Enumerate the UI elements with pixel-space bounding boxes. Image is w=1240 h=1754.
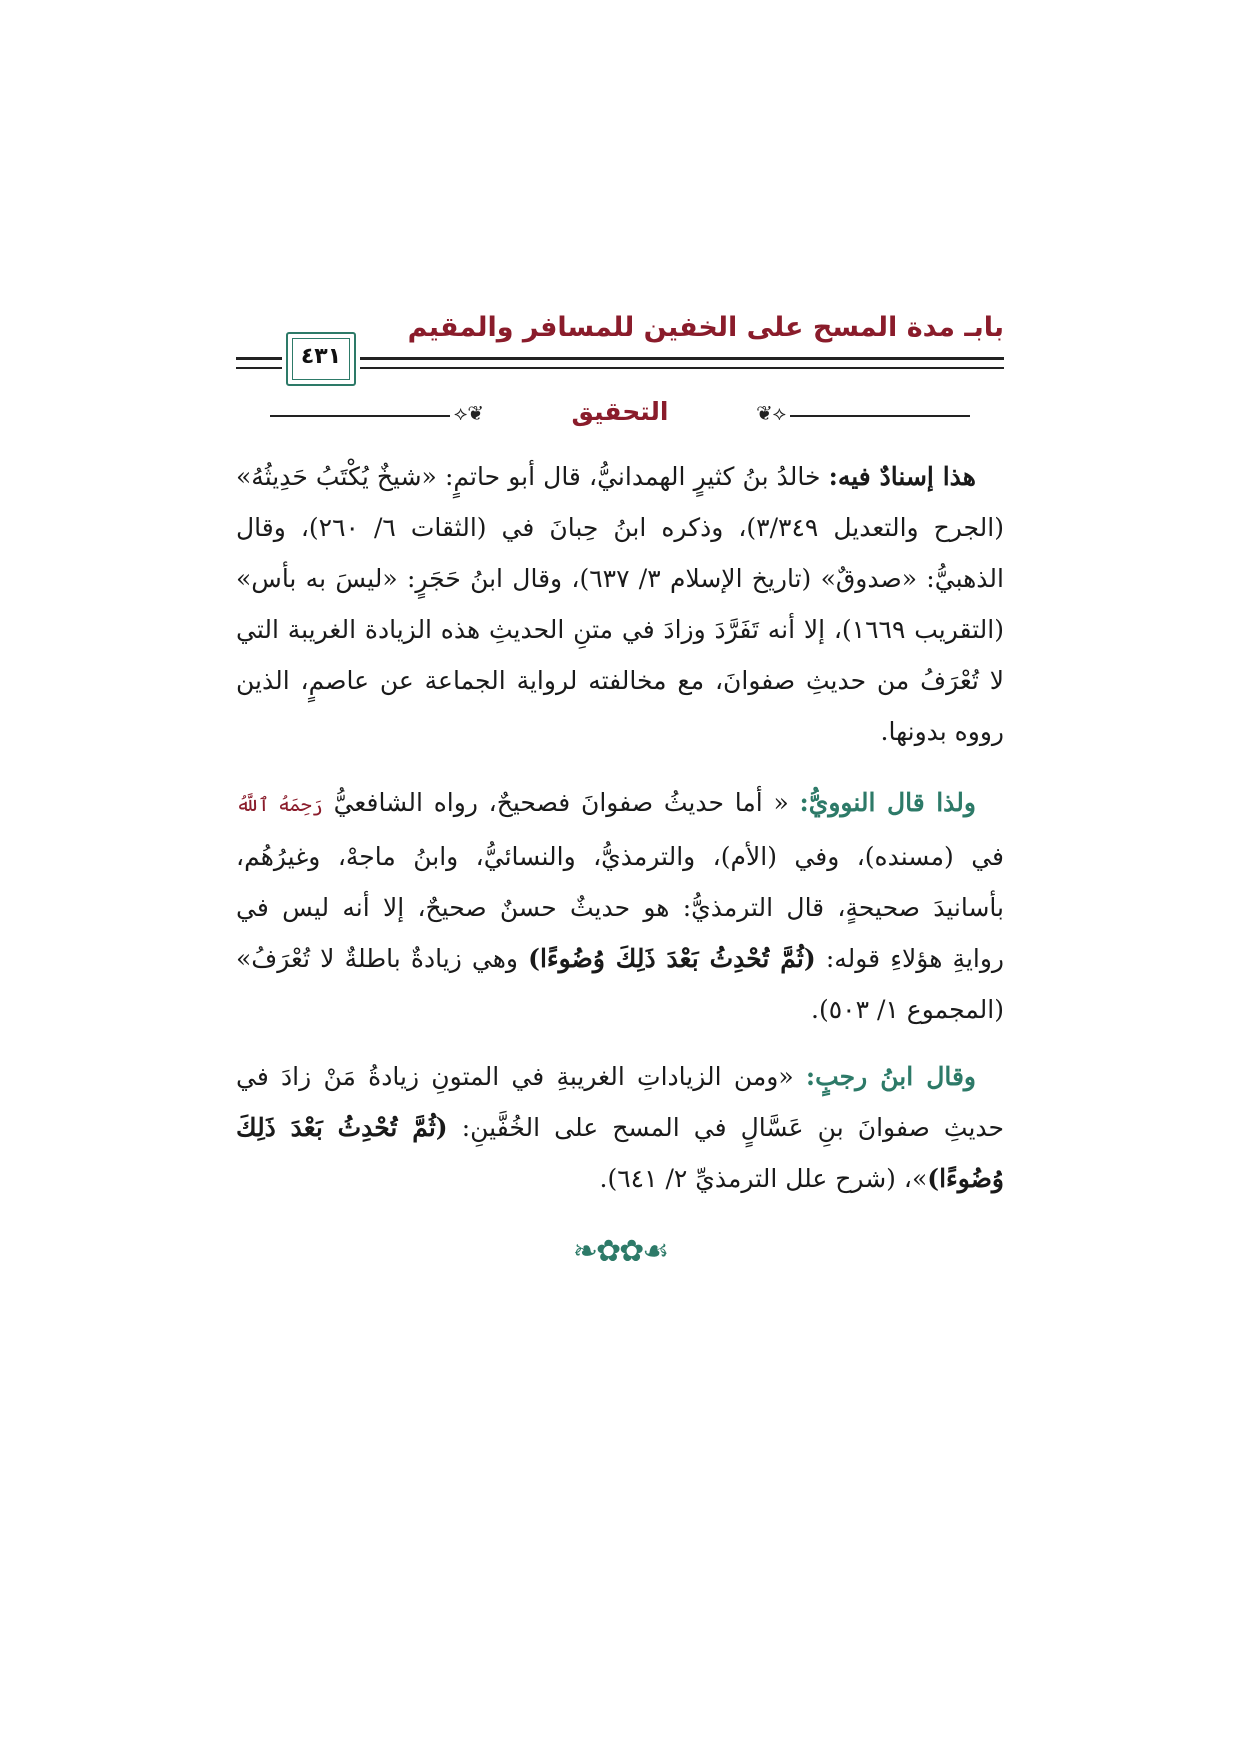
paragraph-text: في (مسنده)، وفي (الأم)، والترمذيُّ، والنسائيُّ، وابنُ ماجهْ، وغيرُهُم، بأسانيدَ صحيحةٍ، قال الترمذيُّ: هو حديثٌ حسنٌ صحيحٌ، إلا أنه ليس في روايةِ هؤلاءِ قوله: — [236, 842, 1004, 973]
hadith-quote: (ثُمَّ تُحْدِثُ بَعْدَ ذَلِكَ وُضُوءًا) — [528, 944, 816, 973]
header-rule-left-bottom — [236, 367, 282, 369]
heading-ornament-right-icon: ❦⟡ — [756, 401, 786, 425]
paragraph-3 — [236, 1051, 1004, 1204]
page-number-frame — [286, 332, 356, 386]
paragraph-lead: وقال ابنُ رجبٍ: — [805, 1062, 976, 1091]
chapter-title: بابـ مدة المسح على الخفين للمسافر والمقيم — [407, 312, 1004, 343]
paragraph-lead: هذا إسنادٌ فيه: — [828, 462, 976, 491]
section-heading — [270, 397, 970, 431]
paragraph-text: خالدُ بنُ كثيرٍ الهمدانيُّ، قال أبو حاتمٍ: «شيخٌ يُكْتَبُ حَدِيثُهُ» (الجرح والتعديل ٣/٣٤٩)، وذكره ابنُ حِبانَ في (الثقات ٦/ ٢٦٠)، وقال الذهبيُّ: «صدوقٌ» (تاريخ الإسلام ٣/ ٦٣٧)، وقال ابنُ حَجَرٍ: «ليسَ به بأس» (التقريب ١٦٦٩)، إلا أنه تَفَرَّدَ وزادَ في متنِ الحديثِ هذه الزيادة الغريبة التي لا تُعْرَفُ من حديثِ صفوانَ، مع مخالفته لرواية الجماعة عن عاصمٍ، الذين رووه بدونها. — [236, 462, 1005, 746]
end-ornament-icon: ❧✿✿☙ — [572, 1234, 668, 1269]
paragraph-1 — [236, 451, 1004, 757]
paragraph-text: وهي زيادةٌ باطلةٌ لا تُعْرَفُ» (المجموع ١/ ٥٠٣). — [236, 944, 1004, 1024]
header-rule-right-bottom — [360, 367, 1004, 369]
hadith-quote: (ثُمَّ تُحْدِثُ بَعْدَ ذَلِكَ وُضُوءًا) — [236, 1113, 1004, 1193]
header-rule-left-top — [236, 357, 282, 360]
heading-rule-right — [790, 415, 970, 417]
paragraph-lead: ولذا قال النوويُّ: — [799, 788, 976, 817]
section-title: التحقيق — [571, 397, 669, 426]
header-rule-right-top — [360, 357, 1004, 360]
paragraph-2 — [236, 777, 1004, 1035]
page-number: ٤٣١ — [300, 344, 342, 369]
paragraph-text: «ومن الزياداتِ الغريبةِ في المتونِ زيادةُ مَنْ زادَ في حديثِ صفوانَ بنِ عَسَّالٍ في المسح على الخُفَّينِ: — [236, 1062, 1004, 1142]
paragraph-text: « أما حديثُ صفوانَ فصحيحٌ، رواه الشافعيُّ — [322, 788, 800, 817]
heading-ornament-left-icon: ⟡❦ — [454, 401, 484, 425]
honorific-phrase: رَحِمَهُ ٱللَّهُ — [236, 794, 323, 816]
paragraph-text: »، (شرح علل الترمذيِّ ٢/ ٦٤١). — [599, 1164, 928, 1193]
